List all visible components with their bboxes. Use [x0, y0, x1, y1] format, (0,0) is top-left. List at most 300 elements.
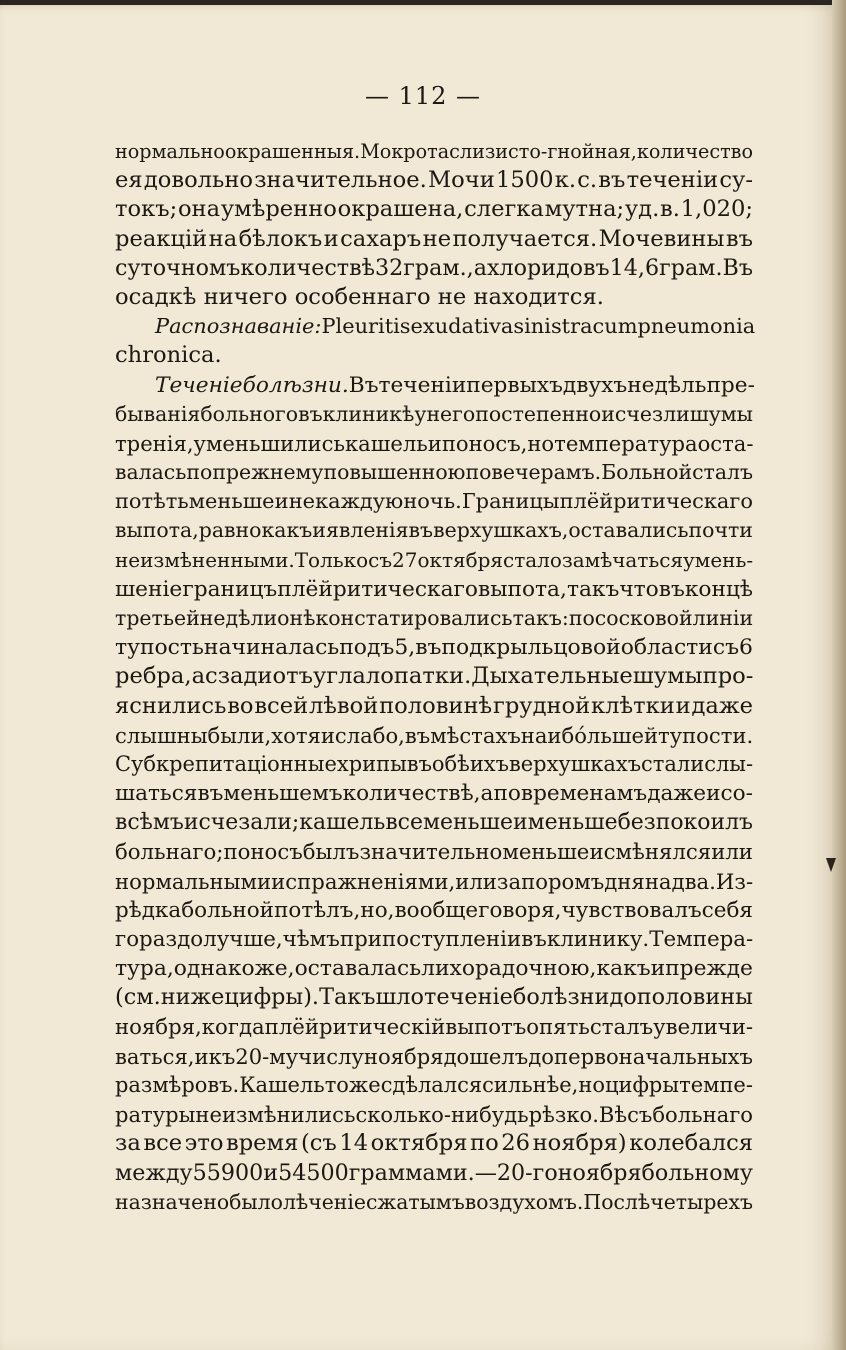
- word: сдѣлался: [380, 1073, 483, 1097]
- word: неизмѣненными.: [115, 547, 295, 572]
- word: по: [568, 606, 595, 630]
- word: мѣстахъ: [430, 722, 521, 748]
- word: больнаго;: [115, 839, 224, 865]
- word: сталъ: [589, 1014, 654, 1040]
- italic-heading-word: болѣзни.: [242, 372, 349, 398]
- word: обѣихъ: [431, 751, 509, 776]
- word: нормальными: [115, 868, 272, 894]
- word: говоря,: [478, 897, 562, 923]
- word: дошелъ: [443, 1043, 529, 1069]
- word: прежнему: [212, 460, 324, 485]
- word: меньше: [188, 489, 275, 514]
- word: въ: [658, 576, 685, 602]
- word: 14: [339, 1130, 369, 1157]
- word: плёйритическаго: [559, 489, 753, 514]
- text-line: [115, 516, 753, 545]
- word: цифры: [605, 1073, 680, 1097]
- word: стали: [641, 751, 705, 776]
- word: Темпера-: [649, 927, 754, 953]
- word: умень-: [683, 547, 754, 572]
- word: потѣть: [115, 489, 189, 514]
- word: к.: [554, 167, 577, 194]
- word: безпокоилъ: [617, 810, 753, 836]
- word: она: [177, 196, 221, 223]
- word: со-: [720, 781, 753, 807]
- word: въ: [197, 781, 224, 807]
- word: мутна;: [544, 196, 625, 223]
- word: ратуры: [115, 1102, 196, 1128]
- word: оставались: [568, 518, 689, 543]
- word: поносъ,: [441, 430, 528, 456]
- word: стало: [503, 547, 562, 572]
- word: повышенною: [323, 460, 466, 485]
- word: болѣзни: [512, 984, 610, 1011]
- word: грам.: [659, 254, 723, 281]
- word: количествѣ,: [342, 781, 481, 807]
- word: а: [473, 254, 487, 281]
- word: воздухомъ.: [464, 1189, 584, 1214]
- word: cum: [592, 314, 638, 339]
- word: лѣвой: [308, 692, 379, 719]
- text-line: [115, 137, 753, 166]
- word: sinistra: [513, 314, 593, 339]
- word: или: [711, 839, 753, 865]
- word: постепенно: [475, 401, 602, 426]
- text-line: [115, 838, 753, 867]
- word: опять: [526, 1014, 590, 1040]
- word: когда: [201, 1014, 265, 1040]
- word: временамъ: [520, 781, 648, 807]
- word: половинѣ: [379, 692, 493, 719]
- word: быванія: [115, 401, 201, 426]
- word: ребра,: [115, 663, 192, 690]
- word: Только: [294, 547, 369, 572]
- text-line: [115, 458, 753, 487]
- word: особеннаго: [294, 283, 431, 310]
- word: Границы: [461, 489, 560, 514]
- word: яснились: [115, 692, 227, 719]
- word: назначено: [115, 1189, 230, 1214]
- word: получается.: [452, 225, 598, 252]
- text-line: [115, 487, 753, 516]
- word: ночь.: [403, 489, 462, 514]
- word: сахаръ: [340, 225, 422, 252]
- word: и: [512, 810, 528, 836]
- word: клинику.: [546, 927, 650, 953]
- text-line: [115, 1100, 753, 1129]
- word: начиналась: [203, 635, 340, 661]
- word: меньше: [527, 810, 618, 836]
- word: всей: [254, 692, 309, 719]
- text-line: [115, 633, 753, 662]
- text-line: [115, 195, 753, 224]
- word: не: [195, 1102, 222, 1128]
- text-line: [115, 750, 753, 779]
- text-line: [115, 867, 753, 896]
- word: Въ: [348, 372, 379, 398]
- word: недѣли: [199, 606, 278, 630]
- text-line: [115, 1042, 753, 1071]
- text-line: [115, 254, 753, 283]
- word: въ: [598, 167, 626, 194]
- word: хлоридовъ: [486, 254, 610, 281]
- word: в.: [660, 196, 680, 223]
- word: тоже: [324, 1073, 381, 1097]
- word: 55900: [192, 1159, 264, 1186]
- word: ничего: [203, 283, 288, 310]
- word: не: [437, 283, 467, 310]
- word: 1500: [495, 167, 554, 194]
- word: все: [385, 810, 423, 836]
- word: первыхъ: [466, 372, 563, 398]
- word: меньше: [422, 810, 513, 836]
- word: и: [706, 781, 721, 807]
- word: запоромъ: [496, 868, 605, 894]
- word: чѣмъ: [282, 927, 340, 953]
- word: лопатки.: [365, 663, 472, 690]
- word: замѣчаться: [561, 547, 684, 572]
- word: 27: [392, 547, 418, 572]
- word: былъ: [302, 839, 360, 865]
- word: и: [312, 518, 326, 543]
- word: съ: [712, 635, 740, 661]
- word: тупость: [115, 635, 204, 661]
- word: концѣ: [684, 576, 753, 602]
- word: больнаго: [652, 1102, 753, 1128]
- word: равно: [198, 518, 262, 543]
- word: въ: [521, 927, 547, 953]
- word: при: [339, 927, 383, 953]
- word: exudativa: [410, 314, 514, 339]
- word: грудной: [492, 692, 591, 719]
- word: Такъ: [319, 984, 376, 1011]
- word: явленія: [325, 518, 409, 543]
- word: окрашенныя.: [224, 140, 361, 163]
- word: смѣнялся: [603, 839, 712, 865]
- word: валась: [115, 460, 187, 485]
- word: chronica.: [115, 342, 222, 369]
- word: и: [589, 839, 604, 865]
- word: ноября): [532, 1130, 627, 1157]
- text-line: [115, 1129, 753, 1158]
- text-line: [115, 429, 753, 458]
- word: вечерамъ.: [491, 460, 602, 485]
- word: шаться: [115, 781, 198, 807]
- word: даже: [647, 781, 707, 807]
- scan-right-edge: [832, 0, 846, 1350]
- word: слабо,: [334, 722, 405, 748]
- word: рѣзко.: [528, 1102, 599, 1128]
- word: линіи: [692, 606, 754, 630]
- word: къ: [208, 1043, 236, 1069]
- word: ноября: [557, 1159, 642, 1186]
- word: были,: [207, 722, 272, 748]
- text-line: [115, 1013, 753, 1042]
- text-line: [115, 808, 753, 837]
- word: по: [470, 1130, 499, 1157]
- word: Вѣсъ: [598, 1102, 653, 1128]
- word: измѣнились: [221, 1102, 356, 1128]
- word: шумы: [689, 401, 753, 426]
- text-line: [115, 312, 756, 341]
- word: плёйритическаго: [277, 576, 478, 602]
- word: въ: [408, 518, 434, 543]
- word: бѣлокъ: [238, 225, 323, 252]
- word: констатировались: [315, 606, 513, 630]
- word: осадкѣ: [115, 283, 197, 310]
- word: количество: [636, 140, 753, 163]
- word: лучше,: [203, 927, 283, 953]
- word: испражненіями,: [271, 868, 456, 894]
- word: между: [115, 1159, 193, 1186]
- word: слегка: [464, 196, 544, 223]
- word: оставалась: [294, 956, 422, 982]
- word: верхушкахъ,: [433, 518, 569, 543]
- word: размѣровъ.: [115, 1073, 240, 1097]
- word: 14,6: [609, 254, 660, 281]
- word: не: [422, 225, 452, 252]
- word: такъ: [566, 576, 620, 602]
- word: темпе-: [679, 1073, 753, 1097]
- text-line: [115, 896, 753, 925]
- word: на: [208, 225, 238, 252]
- word: колебался: [629, 1130, 753, 1157]
- word: него: [426, 401, 476, 426]
- word: онѣ: [277, 606, 316, 630]
- word: было: [229, 1189, 283, 1214]
- word: числу: [298, 1043, 364, 1069]
- word: ноября: [363, 1043, 444, 1069]
- word: и: [675, 692, 691, 719]
- word: однако: [173, 956, 255, 982]
- text-line: [115, 662, 753, 691]
- word: и: [323, 225, 339, 252]
- word: у: [414, 401, 427, 426]
- word: что: [619, 576, 659, 602]
- word: рѣдка: [115, 897, 182, 923]
- word: подъ: [339, 635, 395, 661]
- word: шумы: [632, 663, 703, 690]
- word: двухъ: [562, 372, 628, 398]
- word: наибóльшей: [520, 722, 659, 748]
- word: значительное.: [254, 167, 427, 194]
- word: цифры).: [224, 984, 320, 1011]
- word: значительно: [359, 839, 503, 865]
- word: уменьшились: [193, 430, 345, 456]
- word: про-: [702, 663, 754, 690]
- word: клиникѣ: [322, 401, 415, 426]
- word: и: [650, 956, 666, 982]
- word: до: [528, 1043, 554, 1069]
- text-line: [115, 692, 753, 721]
- word: но: [578, 1073, 605, 1097]
- word: а: [191, 663, 206, 690]
- word: 5,: [394, 635, 416, 661]
- word: гораздо: [115, 927, 204, 953]
- word: ваться,: [115, 1043, 195, 1069]
- text-line: [115, 341, 753, 370]
- word: какъ: [596, 956, 651, 982]
- text-line: [115, 283, 753, 312]
- word: кашель: [299, 810, 386, 836]
- word: ноября,: [115, 1014, 202, 1040]
- word: выпота,: [478, 576, 567, 602]
- word: суточномъ: [115, 254, 241, 281]
- word: меньше: [502, 839, 590, 865]
- word: исчезли: [601, 401, 690, 426]
- word: время: [226, 1130, 299, 1157]
- word: Субкрепитаціонные: [115, 751, 337, 776]
- word: Мокрота: [360, 140, 450, 163]
- text-line: [115, 371, 753, 400]
- word: но,: [360, 897, 395, 923]
- scan-top-edge: [0, 0, 846, 5]
- word: вообще: [394, 897, 479, 923]
- text-line: [115, 575, 753, 604]
- word: выпота,: [115, 518, 199, 543]
- word: умѣренно: [220, 196, 337, 223]
- word: слизисто-гнойная,: [449, 140, 637, 163]
- text-line: [115, 546, 753, 575]
- word: тура,: [115, 956, 174, 982]
- word: 54500: [278, 1159, 349, 1186]
- word: меньшемъ: [223, 781, 343, 807]
- word: четырехъ: [650, 1189, 753, 1214]
- word: хотя: [271, 722, 321, 748]
- page-number: — 112 —: [364, 82, 482, 110]
- word: недѣль: [627, 372, 707, 398]
- word: тренія,: [115, 430, 194, 456]
- word: половины: [636, 984, 753, 1011]
- word: октября: [370, 1130, 468, 1157]
- word: нормально: [115, 140, 225, 163]
- word: угла: [312, 663, 366, 690]
- word: тупости.: [658, 722, 754, 748]
- word: за: [115, 1130, 141, 1157]
- word: лѣченіе: [282, 1189, 366, 1214]
- word: не: [288, 489, 315, 514]
- word: хрипы: [336, 751, 407, 776]
- word: пре-: [706, 372, 755, 398]
- word: сильнѣе,: [482, 1073, 579, 1097]
- word: слы-: [704, 751, 754, 776]
- text-line: [115, 400, 753, 429]
- text-line: [115, 925, 753, 954]
- word: на: [644, 868, 672, 894]
- word: дня: [604, 868, 645, 894]
- word: же,: [254, 956, 295, 982]
- word: подкрыльцовой: [441, 635, 621, 661]
- word: въ: [725, 225, 753, 252]
- word: или: [455, 868, 497, 894]
- word: слышны: [115, 722, 208, 748]
- word: Въ: [722, 254, 753, 281]
- text-line: [115, 1071, 753, 1100]
- text-line: [115, 721, 753, 750]
- word: токъ;: [115, 196, 178, 223]
- word: теченіи: [378, 372, 467, 398]
- word: ея: [115, 167, 143, 194]
- word: выпотъ: [445, 1014, 527, 1040]
- word: 26: [501, 1130, 531, 1157]
- word: клѣтки: [591, 692, 675, 719]
- word: какъ: [261, 518, 313, 543]
- word: почти: [688, 518, 753, 543]
- word: поступленіи: [382, 927, 522, 953]
- text-line: [115, 983, 753, 1012]
- word: все: [143, 1130, 183, 1157]
- text-line: [115, 604, 753, 633]
- word: ниже: [160, 984, 225, 1011]
- word: 6: [739, 635, 753, 661]
- word: въ: [298, 401, 323, 426]
- word: по: [186, 460, 213, 485]
- word: сталъ: [692, 460, 753, 485]
- word: и: [263, 1159, 279, 1186]
- word: два.: [671, 868, 716, 894]
- word: Больной: [601, 460, 693, 485]
- body-text: [115, 137, 756, 1217]
- word: по: [493, 781, 521, 807]
- word: больной: [181, 897, 274, 923]
- text-line: [115, 1188, 753, 1217]
- word: окрашена,: [337, 196, 464, 223]
- word: сосковой: [594, 606, 693, 630]
- word: реакцій: [115, 225, 208, 252]
- text-line: [115, 779, 753, 808]
- word: въ: [406, 751, 432, 776]
- word: исчезали;: [183, 810, 300, 836]
- word: даже: [691, 692, 753, 719]
- ink-mark: [826, 858, 836, 872]
- word: лихорадочною,: [421, 956, 597, 982]
- word: су-: [719, 167, 753, 194]
- word: такъ:: [512, 606, 569, 630]
- word: это: [184, 1130, 224, 1157]
- word: Дыхательные: [471, 663, 633, 690]
- word: во: [227, 692, 254, 719]
- word: сколько-нибудь: [355, 1102, 529, 1128]
- word: и: [427, 430, 442, 456]
- word: теченіе: [424, 984, 513, 1011]
- word: чувствовалъ: [561, 897, 702, 923]
- italic-heading-word: Теченіе: [155, 372, 243, 398]
- word: но: [527, 430, 555, 456]
- word: первоначальныхъ: [554, 1043, 753, 1069]
- word: сзади: [205, 663, 273, 690]
- word: 1,020;: [680, 196, 753, 223]
- text-line: [115, 1159, 753, 1188]
- word: кашель: [344, 430, 428, 456]
- word: уд.: [624, 196, 660, 223]
- word: pneumonia: [637, 314, 756, 339]
- word: въ: [404, 722, 431, 748]
- word: граммами.—20-го: [348, 1159, 558, 1186]
- word: (съ: [300, 1130, 337, 1157]
- italic-heading-word: Распознаваніе:: [155, 314, 322, 339]
- word: Мочи: [428, 167, 495, 194]
- word: съ: [368, 547, 393, 572]
- word: (см.: [115, 984, 161, 1011]
- word: довольно: [143, 167, 253, 194]
- word: Кашель: [239, 1073, 325, 1097]
- word: области: [620, 635, 713, 661]
- word: прежде: [665, 956, 753, 982]
- word: шло: [375, 984, 424, 1011]
- word: сжатымъ: [366, 1189, 465, 1214]
- word: въ: [415, 635, 442, 661]
- word: шеніе: [115, 576, 183, 602]
